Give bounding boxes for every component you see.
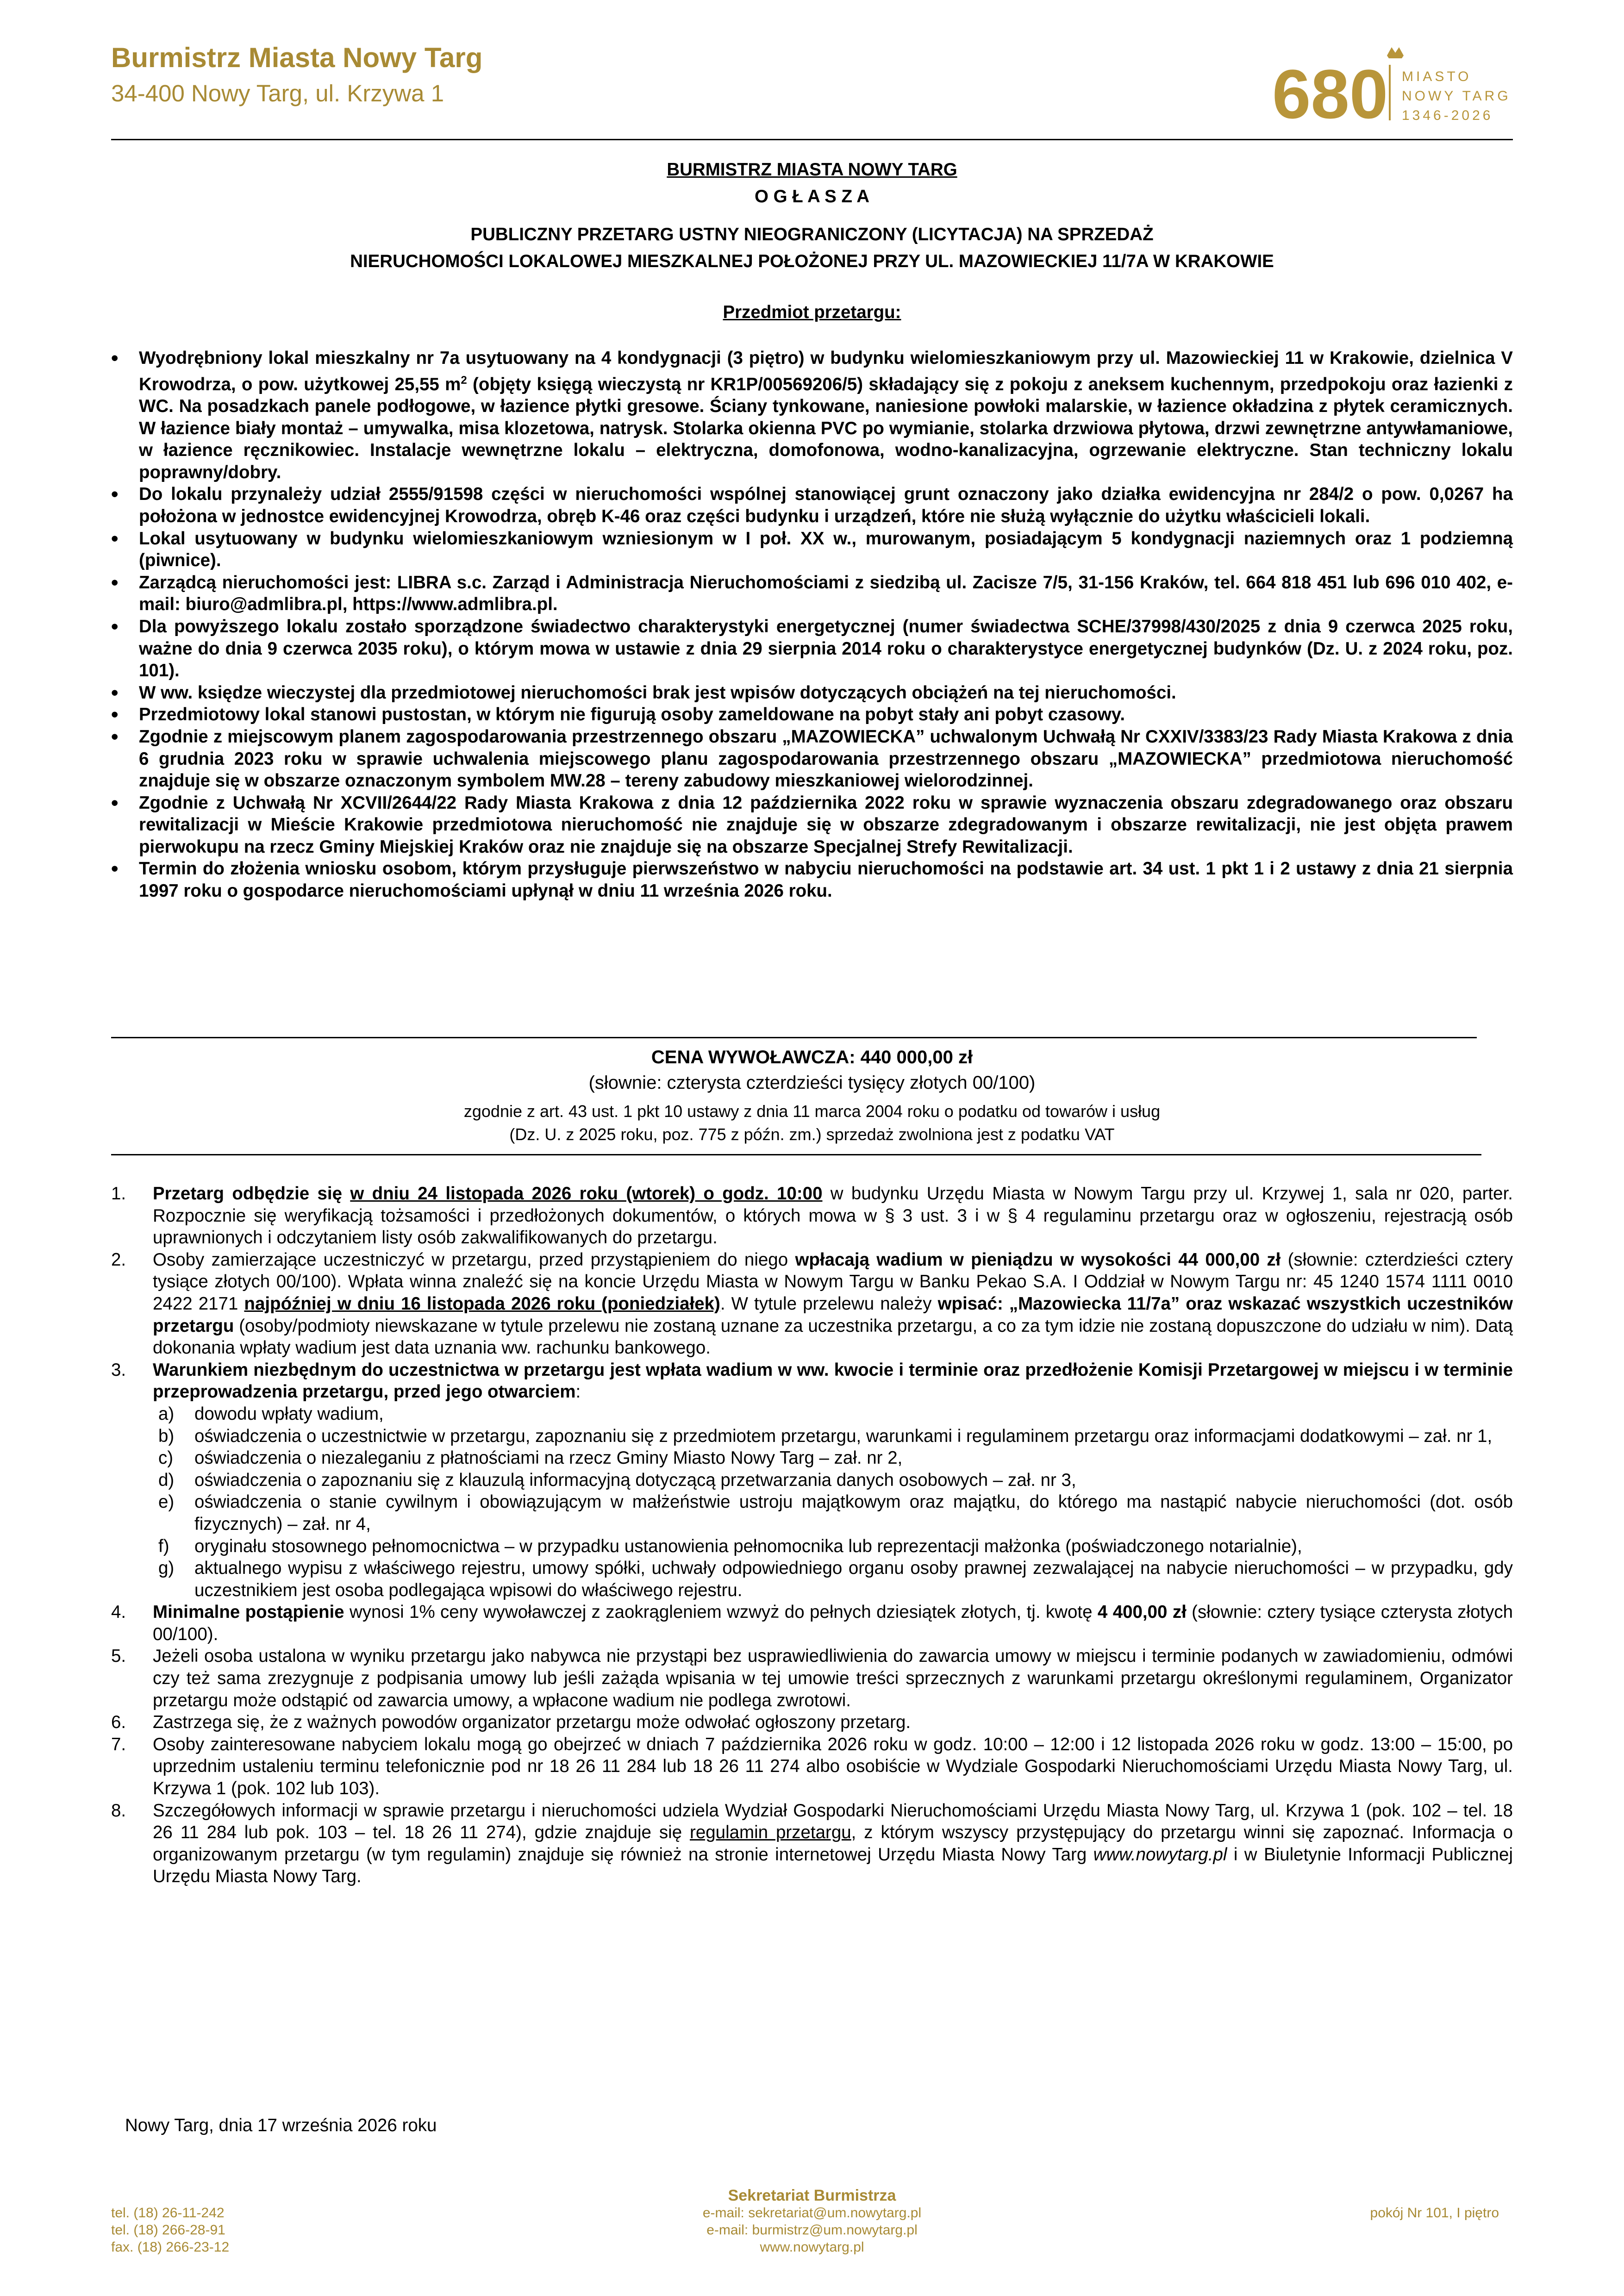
vat-note-line2: (Dz. U. z 2025 roku, poz. 775 z późn. zm.) sprzedaż zwolniona jest z podatku VAT xyxy=(509,1125,1115,1144)
list-item: 3. Warunkiem niezbędnym do uczestnictwa w przetargu jest wpłata wadium w ww. kwocie i terminie oraz przedłożenie Komisji Przetargowej w miejscu i w terminie przeprowadzenia przetargu, przed jego otwarciem: a) dowodu wpłaty wadium, b) oświadczenia o uczestnictwie w przetargu, zapoznaniu się z przedmiotem przetargu, warunkami i regulaminem przetargu oraz informacjami dodatkowymi – zał. nr 1, c) oświadczenia o niezaleganiu z płatnościami na rzecz Gminy Miasto Nowy Targ – zał. nr 2, d) oświadczenia o zapoznaniu się z klauzulą informacyjną dotyczącą przetwarzania danych osobowych – zał. nr 3, e) oświadczenia o stanie cywilnym i obowiązującym w małżeństwie ustroju majątkowym oraz majątku, do którego ma nastąpić nabycie nieruchomości (dot. osób fizycznych) – zał. nr 4, f) oryginału stosownego pełnomocnictwa – w przypadku ustanowienia pełnomocnika lub reprezentacji małżonka (poświadczonego notarialnie), g) aktualnego wypisu z właściwego rejestru, umowy spółki, uchwały odpowiedniego organu osoby prawnej zezwalającej na nabycie nieruchomości – w przypadku, gdy uczestnikiem jest osoba podlegająca wpisowi do właściwego rejestru. xyxy=(111,1359,1513,1602)
list-item: a) dowodu wpłaty wadium, xyxy=(158,1404,384,1424)
divider xyxy=(111,1037,1477,1038)
vat-note-line1: zgodnie z art. 43 ust. 1 pkt 10 ustawy z dnia 11 marca 2004 roku o podatku od towarów i usług xyxy=(463,1102,1161,1121)
regulations-link[interactable]: regulamin przetargu xyxy=(690,1822,851,1843)
list-item: c) oświadczenia o niezaleganiu z płatnościami na rzecz Gminy Miasto Nowy Targ – zał. nr 2, xyxy=(158,1448,903,1468)
list-item: 2. Osoby zamierzające uczestniczyć w przetargu, przed przystąpieniem do niego wpłacają wadium w pieniądzu w wysokości 44 000,00 zł (słownie: czterdzieści cztery tysiące złotych 00/100). Wpłata winna znaleźć się na koncie Urzędu Miasta w Nowym Targu w Banku Pekao S.A. I Oddział w Nowym Targu nr: 45 1240 1574 1111 0010 2422 2171 najpóźniej w dniu 16 listopada 2026 roku (poniedziałek). W tytule przelewu należy wpisać: „Mazowiecka 11/7a” oraz wskazać wszystkich uczestników przetargu (osoby/podmioty niewskazane w tytule przelewu nie zostaną uznane za uczestnika przetargu, a co za tym idzie nie zostaną dopuszczone do udziału w nim). Datą dokonania wpłaty wadium jest data uznania ww. rachunku bankowego. xyxy=(111,1249,1513,1358)
starting-price: CENA WYWOŁAWCZA: 440 000,00 zł xyxy=(651,1047,973,1067)
section-subject-title: Przedmiot przetargu: xyxy=(723,302,901,322)
footer-office-name: Sekretariat Burmistrza xyxy=(728,2187,896,2204)
logo-number: 680 xyxy=(1272,55,1388,133)
footer-fax: fax. (18) 266-23-12 xyxy=(111,2240,230,2255)
heading-subject-line2: NIERUCHOMOŚCI LOKALOWEJ MIESZKALNEJ POŁOŻONEJ PRZY UL. MAZOWIECKIEJ 11/7A W KRAKOWIE xyxy=(350,251,1274,271)
list-item: • Termin do złożenia wniosku osobom, którym przysługuje pierwszeństwo w nabyciu nieruchomości na podstawie art. 34 ust. 1 pkt 1 i 2 ustawy z dnia 21 sierpnia 1997 roku o gospodarce nieruchomościami upłynął w dniu 11 września 2026 roku. xyxy=(111,858,1513,902)
footer-website[interactable]: www.nowytarg.pl xyxy=(760,2240,864,2255)
website-link[interactable]: www.nowytarg.pl xyxy=(1093,1844,1227,1865)
list-item: 7. Osoby zainteresowane nabyciem lokalu mogą go obejrzeć w dniach 7 października 2026 roku w godz. 10:00 – 12:00 i 12 listopada 2026 roku w godz. 13:00 – 15:00, po uprzednim ustaleniu terminu telefonicznie pod nr 18 26 11 284 lub 18 26 11 274 albo osobiście w Wydziale Gospodarki Nieruchomościami Urzędu Miasta Nowy Targ, ul. Krzywa 1 (pok. 102 lub 103). xyxy=(111,1734,1513,1799)
list-item: b) oświadczenia o uczestnictwie w przetargu, zapoznaniu się z przedmiotem przetargu, warunkami i regulaminem przetargu oraz informacjami dodatkowymi – zał. nr 1, xyxy=(158,1426,1493,1446)
list-item: • Lokal usytuowany w budynku wielomieszkaniowym wzniesionym w I poł. XX w., murowanym, posiadającym 5 kondygnacji naziemnych oraz 1 podziemną (piwnice). xyxy=(111,528,1513,572)
list-item: g) aktualnego wypisu z właściwego rejestru, umowy spółki, uchwały odpowiedniego organu osoby prawnej zezwalającej na nabycie nieruchomości – w przypadku, gdy uczestnikiem jest osoba podlegająca wpisowi do właściwego rejestru. xyxy=(158,1558,1513,1600)
footer-room: pokój Nr 101, I piętro xyxy=(1370,2205,1499,2221)
list-item: • Zgodnie z miejscowym planem zagospodarowania przestrzennego obszaru „MAZOWIECKA” uchwalonym Uchwałą Nr CXXIV/3383/23 Rady Miasta Krakowa z dnia 6 grudnia 2023 roku w sprawie uchwalenia miejscowego planu zagospodarowania przestrzennego obszaru „MAZOWIECKA” przedmiotowa nieruchomość znajduje się w obszarze oznaczonym symbolem MW.28 – tereny zabudowy mieszkaniowej wielorodzinnej. xyxy=(111,726,1513,792)
list-item: 5. Jeżeli osoba ustalona w wyniku przetargu jako nabywca nie przystąpi bez usprawiedliwienia do zawarcia umowy w miejscu i terminie podanych w zawiadomieniu, odmówi czy też sama zrezygnuje z podpisania umowy lub jeśli zażąda wpisania w tej umowie treści sprzecznych z warunkami przetargu określonymi regulaminem, Organizator przetargu może odstąpić od zawarcia umowy, a wpłacone wadium nie podlega zwrotowi. xyxy=(111,1646,1513,1710)
logo-line1: MIASTO xyxy=(1402,69,1472,84)
list-item: 6. Zastrzega się, że z ważnych powodów organizator przetargu może odwołać ogłoszony przetarg. xyxy=(111,1712,911,1733)
required-documents-list xyxy=(153,1403,1513,1601)
list-item: • Do lokalu przynależy udział 2555/91598 części w nieruchomości wspólnej stanowiącej grunt oznaczony jako działka ewidencyjna nr 284/2 o pow. 0,0267 ha położona w jednostce ewidencyjnej Krowodrza, obręb K-46 oraz części budynku i urządzeń, które nie służą wyłącznie do użytku właścicieli lokali. xyxy=(111,483,1513,527)
document-page xyxy=(111,0,1513,2296)
heading-subject-line1: PUBLICZNY PRZETARG USTNY NIEOGRANICZONY (LICYTACJA) NA SPRZEDAŻ xyxy=(470,225,1154,244)
heading-announces: O G Ł A S Z A xyxy=(754,187,870,206)
crown-icon xyxy=(1387,47,1404,58)
list-item: 4. Minimalne postąpienie wynosi 1% ceny wywoławczej z zaokrągleniem wzwyż do pełnych dziesiątek złotych, tj. kwotę 4 400,00 zł (słownie: cztery tysiące czterysta złotych 00/100). xyxy=(111,1602,1513,1644)
list-item: • Przedmiotowy lokal stanowi pustostan, w którym nie figurują osoby zameldowane na pobyt stały ani pobyt czasowy. xyxy=(111,704,1513,726)
header-divider xyxy=(111,139,1513,140)
list-item: • Zarządcą nieruchomości jest: LIBRA s.c. Zarząd i Administracja Nieruchomościami z siedzibą ul. Zacisze 7/5, 31-156 Kraków, tel. 664 818 451 lub 696 010 402, e-mail: biuro@admlibra.pl, https://www.admlibra.pl. xyxy=(111,572,1513,616)
list-item: • W ww. księdze wieczystej dla przedmiotowej nieruchomości brak jest wpisów dotyczących obciążeń na tej nieruchomości. xyxy=(111,682,1513,704)
letterhead-address: 34-400 Nowy Targ, ul. Krzywa 1 xyxy=(111,80,444,106)
list-item: 8. Szczegółowych informacji w sprawie przetargu i nieruchomości udziela Wydział Gospodarki Nieruchomościami Urzędu Miasta Nowy Targ, ul. Krzywa 1 (pok. 102 – tel. 18 26 11 284 lub pok. 103 – tel. 18 26 11 274), gdzie znajduje się regulamin przetargu, z którym wszyscy przystępujący do przetargu winni się zapoznać. Informacja o organizowanym przetargu (w tym regulamin) znajduje się również na stronie internetowej Urzędu Miasta Nowy Targ www.nowytarg.pl i w Biuletynie Informacji Publicznej Urzędu Miasta Nowy Targ. xyxy=(111,1800,1513,1887)
tender-conditions-list xyxy=(111,1183,1513,1888)
list-item: f) oryginału stosownego pełnomocnictwa – w przypadku ustanowienia pełnomocnika lub reprezentacji małżonka (poświadczonego notarialnie), xyxy=(158,1536,1302,1556)
footer-phone-2: tel. (18) 266-28-91 xyxy=(111,2222,225,2238)
footer-email-1[interactable]: e-mail: sekretariat@um.nowytarg.pl xyxy=(702,2205,922,2221)
footer-email-2[interactable]: e-mail: burmistrz@um.nowytarg.pl xyxy=(706,2222,918,2238)
logo-line2: NOWY TARG xyxy=(1402,88,1511,104)
city-anniversary-logo xyxy=(1272,42,1513,134)
list-item: 1. Przetarg odbędzie się w dniu 24 listopada 2026 roku (wtorek) o godz. 10:00 w budynku Urzędu Miasta w Nowym Targu przy ul. Krzywej 1, sala nr 020, parter. Rozpocznie się weryfikacją tożsamości i przedłożonych dokumentów, o których mowa w § 3 ust. 3 i w § 4 regulaminu przetargu oraz w ogłoszeniu, rejestracją osób uprawnionych i odczytaniem listy osób zakwalifikowanych do przetargu. xyxy=(111,1184,1513,1248)
property-description-list xyxy=(111,347,1513,902)
list-item: • Zgodnie z Uchwałą Nr XCVII/2644/22 Rady Miasta Krakowa z dnia 12 października 2022 roku w sprawie wyznaczenia obszaru zdegradowanego oraz obszaru rewitalizacji w Mieście Krakowie przedmiotowa nieruchomość nie znajduje się w obszarze zdegradowanym i obszarze rewitalizacji, nie jest objęta prawem pierwokupu na rzecz Gminy Miejskiej Kraków oraz nie znajduje się na obszarze Specjalnej Strefy Rewitalizacji. xyxy=(111,792,1513,858)
footer-phone-1: tel. (18) 26-11-242 xyxy=(111,2205,225,2221)
letterhead-title: Burmistrz Miasta Nowy Targ xyxy=(111,42,483,73)
list-item: • Wyodrębniony lokal mieszkalny nr 7a usytuowany na 4 kondygnacji (3 piętro) w budynku wielomieszkaniowym przy ul. Mazowieckiej 11 w Krakowie, dzielnica V Krowodrza, o pow. użytkowej 25,55 $m^2$ (objęty księgą wieczystą nr KR1P/00569206/5) składający się z pokoju z aneksem kuchennym, przedpokoju oraz łazienki z WC. Na posadzkach panele podłogowe, w łazience płytki gresowe. Ściany tynkowane, naniesione powłoki malarskie, w łazience okładzina z płytek ceramicznych. W łazience biały montaż – umywalka, misa klozetowa, natrysk. Stolarka okienna PVC po wymianie, stolarka drzwiowa płytowa, drzwi zewnętrzne antywłamaniowe, w łazience ręcznikowiec. Instalacje wewnętrzne lokalu – elektryczna, domofonowa, wodno-kanalizacyjna, ogrzewanie elektryczne. Stan techniczny lokalu poprawny/dobry. xyxy=(111,347,1513,483)
footer-contact xyxy=(111,2187,1513,2256)
logo-line3: 1346-2026 xyxy=(1402,108,1493,123)
starting-price-words: (słownie: czterysta czterdzieści tysięcy złotych 00/100) xyxy=(588,1073,1036,1093)
list-item: e) oświadczenia o stanie cywilnym i obowiązującym w małżeństwie ustroju majątkowym oraz majątku, do którego ma nastąpić nabycie nieruchomości (dot. osób fizycznych) – zał. nr 4, xyxy=(158,1492,1513,1534)
letterhead xyxy=(111,42,1513,139)
list-item: • Dla powyższego lokalu zostało sporządzone świadectwo charakterystyki energetycznej (numer świadectwa SCHE/37998/430/2025 z dnia 9 czerwca 2025 roku, ważne do dnia 9 czerwca 2035 roku), o którym mowa w ustawie z dnia 29 sierpnia 2014 roku o charakterystyce energetycznej budynków (Dz. U. z 2024 roku, poz. 101). xyxy=(111,616,1513,682)
list-item: d) oświadczenia o zapoznaniu się z klauzulą informacyjną dotyczącą przetwarzania danych osobowych – zał. nr 3, xyxy=(158,1470,1076,1490)
heading-authority: BURMISTRZ MIASTA NOWY TARG xyxy=(667,160,957,180)
divider xyxy=(111,1154,1481,1155)
issue-date: Nowy Targ, dnia 17 września 2026 roku xyxy=(125,2115,437,2135)
